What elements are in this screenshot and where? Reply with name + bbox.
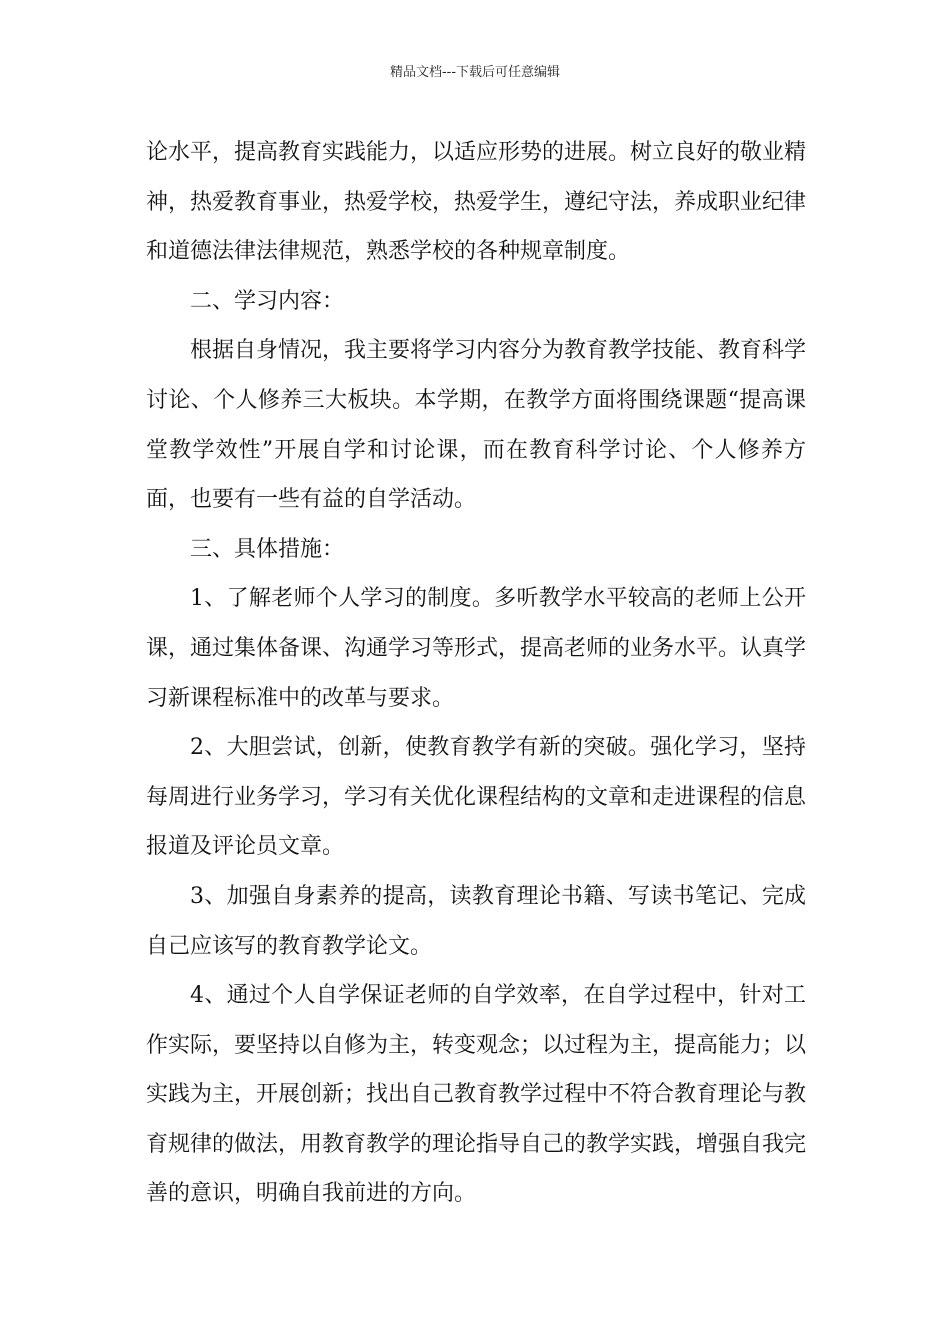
paragraph-continuation: 论水平，提高教育实践能力，以适应形势的进展。树立良好的敬业精神，热爱教育事业，热爱学校，热爱学生，遵纪守法，养成职业纪律和道德法律法律规范，熟悉学校的各种规章制度。 [146, 140, 807, 265]
list-item-measure-4: 4、通过个人自学保证老师的自学效率，在自学过程中，针对工作实际，要坚持以自修为主，转变观念；以过程为主，提高能力；以实践为主，开展创新；找出自己教育教学过程中不符合教育理论与教育规律的做法，用教育教学的理论指导自己的教学实践，增强自我完善的意识，明确自我前进的方向。 [146, 983, 807, 1207]
section-heading-measures: 三、具体措施： [190, 536, 345, 562]
page-header: 精品文档---下载后可任意编辑 [389, 65, 561, 80]
paragraph-study-content: 根据自身情况，我主要将学习内容分为教育教学技能、教育科学讨论、个人修养三大板块。本学期，在教学方面将围绕课题“提高课堂教学效性”开展自学和讨论课，而在教育科学讨论、个人修养方面，也要有一些有益的自学活动。 [146, 338, 807, 513]
list-item-measure-2: 2、大胆尝试，创新，使教育教学有新的突破。强化学习，坚持每周进行业务学习，学习有关优化课程结构的文章和走进课程的信息报道及评论员文章。 [146, 735, 807, 860]
list-item-measure-3: 3、加强自身素养的提高，读教育理论书籍、写读书笔记、完成自己应该写的教育教学论文。 [146, 883, 806, 959]
section-heading-study-content: 二、学习内容： [190, 288, 345, 314]
list-item-measure-1: 1、了解老师个人学习的制度。多听教学水平较高的老师上公开课，通过集体备课、沟通学习等形式，提高老师的业务水平。认真学习新课程标准中的改革与要求。 [146, 586, 807, 711]
document-body [146, 128, 806, 1219]
